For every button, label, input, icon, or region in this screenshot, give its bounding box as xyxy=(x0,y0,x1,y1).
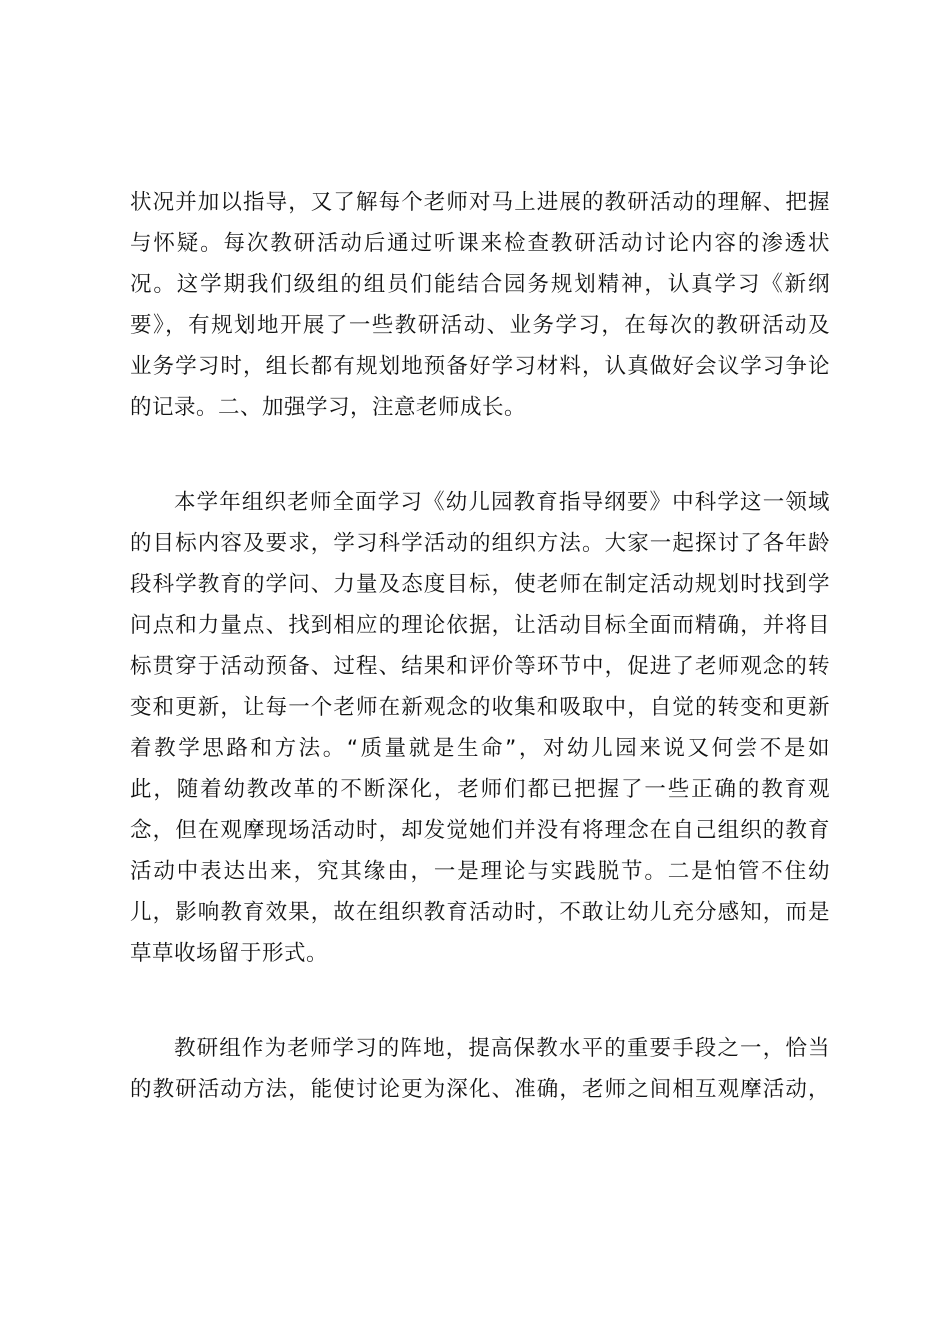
paragraph-3-line-1: 教研组作为老师学习的阵地，提高保教水平的重要手段之一，恰当 xyxy=(174,1036,830,1061)
paragraph-1-line-3: 况。这学期我们级组的组员们能结合园务规划精神，认真学习《新纲 xyxy=(130,272,830,297)
paragraph-2-line-11: 儿，影响教育效果，故在组织教育活动时，不敢让幼儿充分感知，而是 xyxy=(130,900,830,925)
paragraph-2-line-4: 问点和力量点、找到相应的理论依据，让活动目标全面而精确，并将目 xyxy=(130,613,830,638)
paragraph-2-line-6: 变和更新，让每一个老师在新观念的收集和吸取中，自觉的转变和更新 xyxy=(130,695,830,720)
paragraph-1-line-6: 的记录。二、加强学习，注意老师成长。 xyxy=(130,395,527,420)
paragraph-1-line-4: 要》，有规划地开展了一些教研活动、业务学习，在每次的教研活动及 xyxy=(130,313,830,338)
paragraph-2-line-3: 段科学教育的学问、力量及态度目标，使老师在制定活动规划时找到学 xyxy=(130,572,830,597)
paragraph-2-line-10: 活动中表达出来，究其缘由，一是理论与实践脱节。二是怕管不住幼 xyxy=(130,859,830,884)
paragraph-3-line-2: 的教研活动方法，能使讨论更为深化、准确，老师之间相互观摩活动， xyxy=(130,1077,830,1102)
paragraph-2-line-2: 的目标内容及要求，学习科学活动的组织方法。大家一起探讨了各年龄 xyxy=(130,531,830,556)
paragraph-1-line-1: 状况并加以指导，又了解每个老师对马上进展的教研活动的理解、把握 xyxy=(130,190,830,215)
paragraph-2-line-7: 着教学思路和方法。“质量就是生命”，对幼儿园来说又何尝不是如 xyxy=(130,736,830,761)
paragraph-2-line-1: 本学年组织老师全面学习《幼儿园教育指导纲要》中科学这一领域 xyxy=(174,490,830,515)
paragraph-2-line-5: 标贯穿于活动预备、过程、结果和评价等环节中，促进了老师观念的转 xyxy=(130,654,830,679)
paragraph-1-line-2: 与怀疑。每次教研活动后通过听课来检查教研活动讨论内容的渗透状 xyxy=(130,231,830,256)
paragraph-2-line-8: 此，随着幼教改革的不断深化，老师们都已把握了一些正确的教育观 xyxy=(130,777,830,802)
paragraph-2-line-9: 念，但在观摩现场活动时，却发觉她们并没有将理念在自己组织的教育 xyxy=(130,818,830,843)
paragraph-2-line-12: 草草收场留于形式。 xyxy=(130,941,329,966)
paragraph-1-line-5: 业务学习时，组长都有规划地预备好学习材料，认真做好会议学习争论 xyxy=(130,354,830,379)
